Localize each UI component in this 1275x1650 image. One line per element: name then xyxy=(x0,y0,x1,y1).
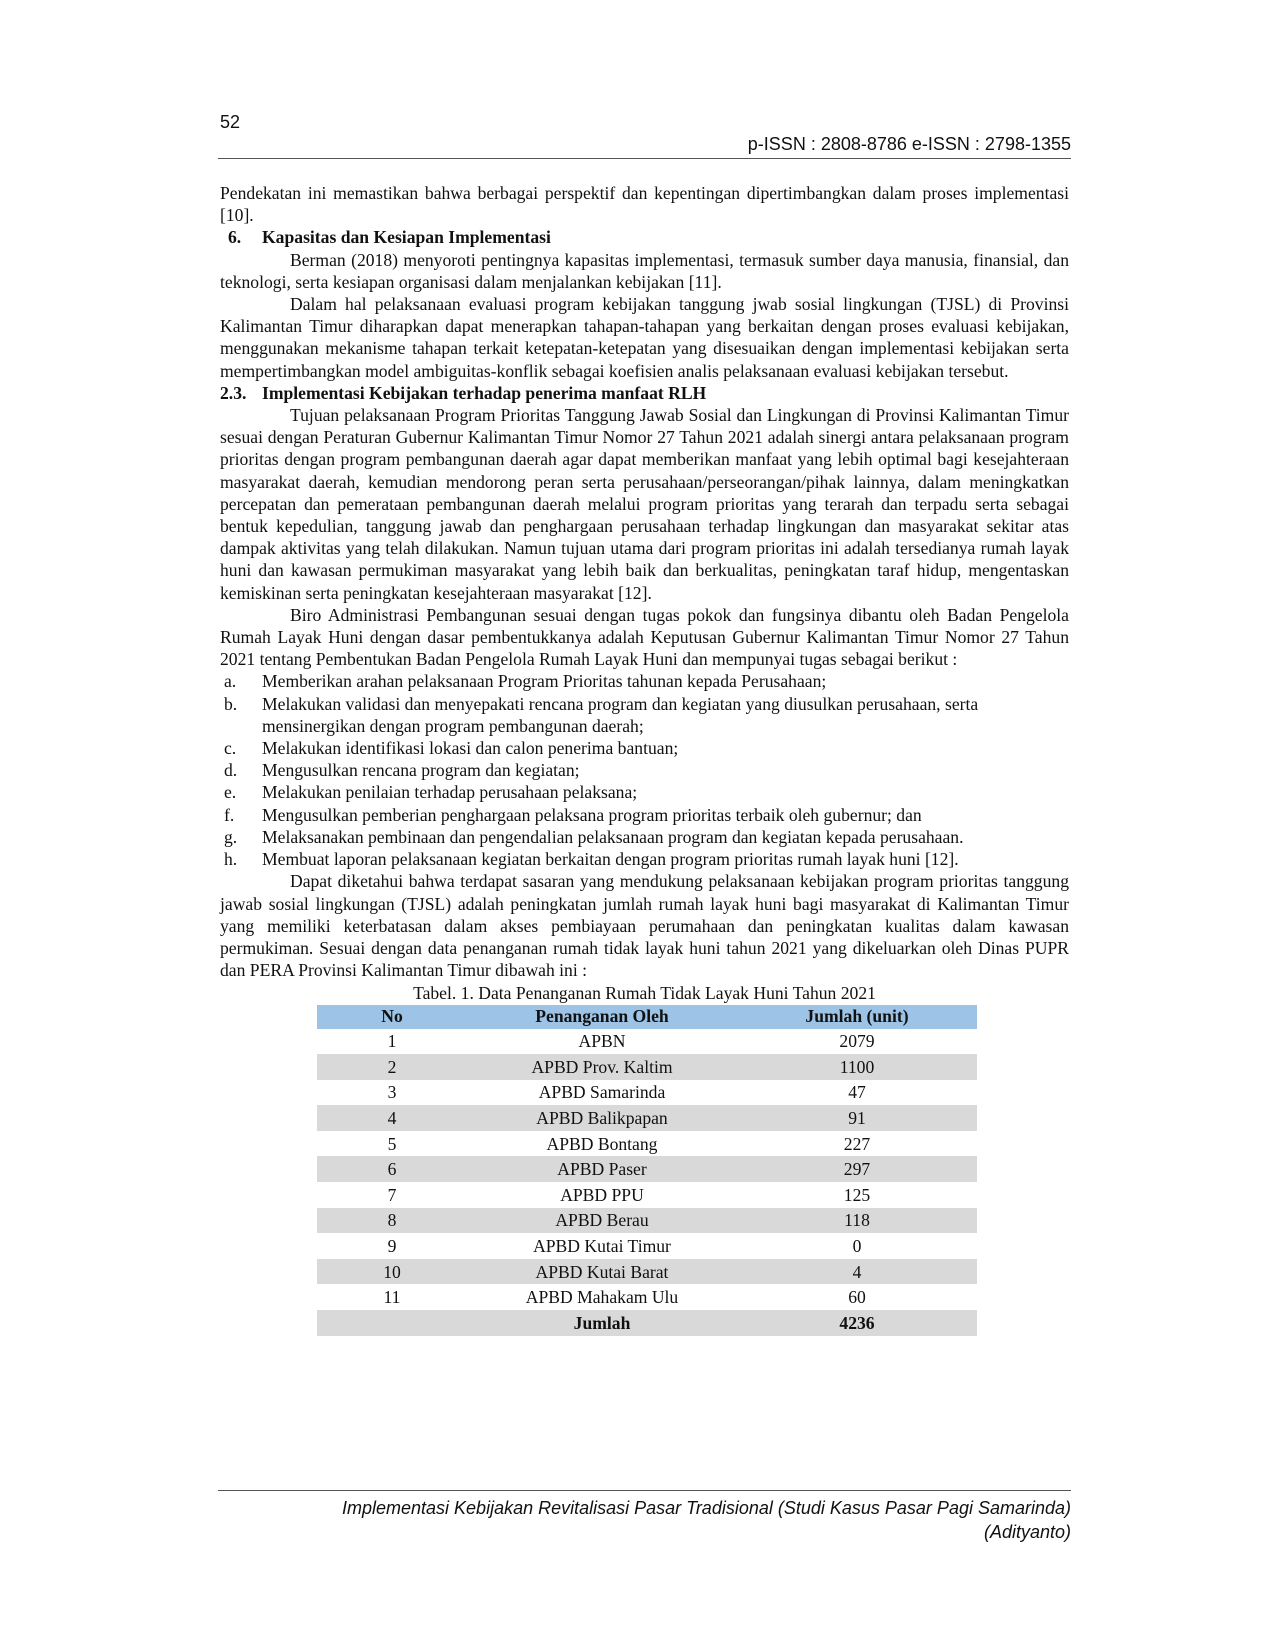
paragraph: Berman (2018) menyoroti pentingnya kapasitas implementasi, termasuk sumber daya manusia, finansial, dan teknologi, serta kesiapan organisasi dalam menjalankan kebijakan [11]. xyxy=(220,249,1069,292)
list-marker: a. xyxy=(224,671,237,692)
list-marker: h. xyxy=(224,849,238,870)
list-text: Membuat laporan pelaksanaan kegiatan berkaitan dengan program prioritas rumah layak huni [12]. xyxy=(262,849,959,870)
table-row xyxy=(317,1284,977,1310)
running-footer xyxy=(251,1496,1071,1544)
table-cell: 4 xyxy=(737,1259,977,1285)
table-cell: 91 xyxy=(737,1105,977,1131)
table-cell: 2 xyxy=(317,1054,467,1080)
table-cell: APBD Mahakam Ulu xyxy=(525,1287,679,1308)
list-marker: d. xyxy=(224,760,238,781)
article-body xyxy=(220,182,1069,1336)
table-cell: APBN xyxy=(578,1031,626,1052)
list-marker: f. xyxy=(224,804,235,825)
paragraph: Dapat diketahui bahwa terdapat sasaran yang mendukung pelaksanaan kebijakan program prioritas tanggung jawab sosial lingkungan (TJSL) adalah peningkatan jumlah rumah layak huni bagi masyarakat di Kalimantan Timur yang memiliki keterbatasan dalam akses pembiayaan perumahaan dan peningkatan kualitas dalam kawasan permukiman. Sesuai dengan data penanganan rumah tidak layak huni tahun 2021 yang dikeluarkan oleh Dinas PUPR dan PERA Provinsi Kalimantan Timur dibawah ini : xyxy=(220,871,1069,981)
table-cell: 125 xyxy=(843,1184,871,1205)
table-cell: 5 xyxy=(387,1133,397,1154)
task-list xyxy=(220,670,1069,870)
paragraph: Tujuan pelaksanaan Program Prioritas Tanggung Jawab Sosial dan Lingkungan di Provinsi Kalimantan Timur sesuai dengan Peraturan Gubernur Kalimantan Timur Nomor 27 Tahun 2021 adalah sinergi antara pelaksanaan program prioritas dengan program pembangunan daerah agar dapat memberikan manfaat yang lebih optimal bagi kesejahteraan masyarakat daerah, kemudian mendorong peran serta perusahaan/perseorangan/pihak lainnya, dalam meningkatkan percepatan dan pemerataan pembangunan daerah melalui program prioritas yang terarah dan terpadu serta sebagai bentuk kepedulian, tanggung jawab dan penghargaan perusahaan terhadap lingkungan dan masyarakat sekitar atas dampak aktivitas yang telah dilakukan. Namun tujuan utama dari program prioritas ini adalah tersedianya rumah layak huni dan kawasan permukiman masyarakat yang lebih baik dan berkualitas, peningkatan taraf hidup, mengentaskan kemiskinan serta peningkatan kesejahteraan masyarakat [12]. xyxy=(220,405,1069,603)
table-cell: 227 xyxy=(843,1133,871,1154)
table-row xyxy=(317,1182,977,1208)
paragraph: Biro Administrasi Pembangunan sesuai dengan tugas pokok dan fungsinya dibantu oleh Badan Pengelola Rumah Layak Huni dengan dasar pembentukkanya adalah Keputusan Gubernur Kalimantan Timur Nomor 27 Tahun 2021 tentang Pembentukan Badan Pengelola Rumah Layak Huni dan mempunyai tugas sebagai berikut : xyxy=(220,604,1069,670)
table-row xyxy=(317,1156,977,1182)
table-cell: 9 xyxy=(387,1235,397,1256)
table-row xyxy=(317,1054,977,1080)
column-header: No xyxy=(317,1005,467,1029)
list-text: Mengusulkan rencana program dan kegiatan; xyxy=(262,760,580,781)
list-marker: g. xyxy=(224,826,238,847)
table-row xyxy=(317,1233,977,1259)
table-row xyxy=(317,1029,977,1055)
list-text: Mengusulkan pemberian penghargaan pelaksana program prioritas terbaik oleh gubernur; dan xyxy=(262,804,922,825)
page-number: 52 xyxy=(220,112,241,132)
table-row xyxy=(317,1131,977,1157)
list-marker: e. xyxy=(224,782,237,803)
table-cell: 10 xyxy=(317,1259,467,1285)
list-text: Melakukan identifikasi lokasi dan calon penerima bantuan; xyxy=(262,738,679,759)
table-cell xyxy=(317,1310,467,1336)
paragraph: Pendekatan ini memastikan bahwa berbagai perspektif dan kepentingan dipertimbangkan dalam proses implementasi [10]. xyxy=(220,183,1069,226)
table-cell: 3 xyxy=(387,1082,397,1103)
total-value: 4236 xyxy=(737,1310,977,1336)
section-heading xyxy=(220,226,1069,248)
table-cell: APBD Paser xyxy=(467,1156,737,1182)
list-item xyxy=(220,759,1069,781)
column-header: Penanganan Oleh xyxy=(467,1005,737,1029)
list-marker: c. xyxy=(224,738,237,759)
table-cell: 1 xyxy=(387,1031,397,1052)
table-cell: 11 xyxy=(383,1287,401,1308)
table-row xyxy=(317,1259,977,1285)
list-item xyxy=(220,804,1069,826)
footer-author: (Adityanto) xyxy=(983,1522,1071,1542)
list-item xyxy=(220,693,1069,737)
section-number: 6. xyxy=(228,227,242,248)
table-cell: APBD Bontang xyxy=(546,1133,658,1154)
issn-header: p-ISSN : 2808-8786 e-ISSN : 2798-1355 xyxy=(747,134,1071,154)
list-text: Melaksanakan pembinaan dan pengendalian pelaksanaan program dan kegiatan kepada perusahaan. xyxy=(262,826,964,847)
table-cell: APBD Berau xyxy=(467,1208,737,1234)
table-cell: APBD PPU xyxy=(560,1184,644,1205)
list-item xyxy=(220,670,1069,692)
table-total-row xyxy=(317,1310,977,1336)
list-text: Melakukan validasi dan menyepakati rencana program dan kegiatan yang diusulkan perusahaan, serta mensinergikan dengan program pembangunan daerah; xyxy=(262,693,979,736)
table-cell: 8 xyxy=(317,1208,467,1234)
list-item xyxy=(220,781,1069,803)
list-marker: b. xyxy=(224,693,238,714)
table-header-row xyxy=(317,1005,977,1029)
paragraph: Dalam hal pelaksanaan evaluasi program kebijakan tanggung jwab sosial lingkungan (TJSL) di Provinsi Kalimantan Timur diharapkan dapat menerapkan tahapan-tahapan yang berkaitan dengan proses evaluasi kebijakan, menggunakan mekanisme tahapan terkait ketepatan-ketepatan yang disesuaikan dengan implementasi kebijakan serta mempertimbangkan model ambiguitas-konflik sebagai koefisien analis pelaksanaan evaluasi kebijakan tersebut. xyxy=(220,294,1069,381)
table-cell: APBD Kutai Timur xyxy=(533,1235,671,1256)
list-text: Memberikan arahan pelaksanaan Program Prioritas tahunan kepada Perusahaan; xyxy=(262,671,827,692)
table-cell: 2079 xyxy=(839,1031,875,1052)
footer-rule xyxy=(218,1490,1071,1491)
table-cell: 4 xyxy=(317,1105,467,1131)
table-cell: 47 xyxy=(848,1082,866,1103)
table-cell: 0 xyxy=(852,1235,862,1256)
subsection-title: Implementasi Kebijakan terhadap penerima manfaat RLH xyxy=(262,382,707,403)
table-caption: Tabel. 1. Data Penanganan Rumah Tidak Layak Huni Tahun 2021 xyxy=(413,983,876,1004)
table-cell: APBD Balikpapan xyxy=(467,1105,737,1131)
list-item xyxy=(220,826,1069,848)
table-cell: 6 xyxy=(317,1156,467,1182)
table-row xyxy=(317,1105,977,1131)
list-item xyxy=(220,848,1069,870)
list-text: Melakukan penilaian terhadap perusahaan pelaksana; xyxy=(262,782,638,803)
list-item xyxy=(220,737,1069,759)
table-cell: 297 xyxy=(737,1156,977,1182)
total-label: Jumlah xyxy=(467,1310,737,1336)
table-cell: 7 xyxy=(387,1184,397,1205)
table-row xyxy=(317,1208,977,1234)
subsection-heading xyxy=(220,382,1069,404)
table-cell: 60 xyxy=(848,1287,866,1308)
column-header: Jumlah (unit) xyxy=(737,1005,977,1029)
table-cell: APBD Prov. Kaltim xyxy=(467,1054,737,1080)
header-rule xyxy=(218,158,1071,159)
data-table xyxy=(317,1005,977,1336)
table-row xyxy=(317,1080,977,1106)
table-cell: 1100 xyxy=(737,1054,977,1080)
footer-title: Implementasi Kebijakan Revitalisasi Pasar Tradisional (Studi Kasus Pasar Pagi Samarinda) xyxy=(342,1498,1071,1518)
table-cell: 118 xyxy=(737,1208,977,1234)
subsection-number: 2.3. xyxy=(220,382,247,403)
section-title: Kapasitas dan Kesiapan Implementasi xyxy=(262,227,551,248)
table-cell: APBD Samarinda xyxy=(538,1082,666,1103)
table-cell: APBD Kutai Barat xyxy=(467,1259,737,1285)
